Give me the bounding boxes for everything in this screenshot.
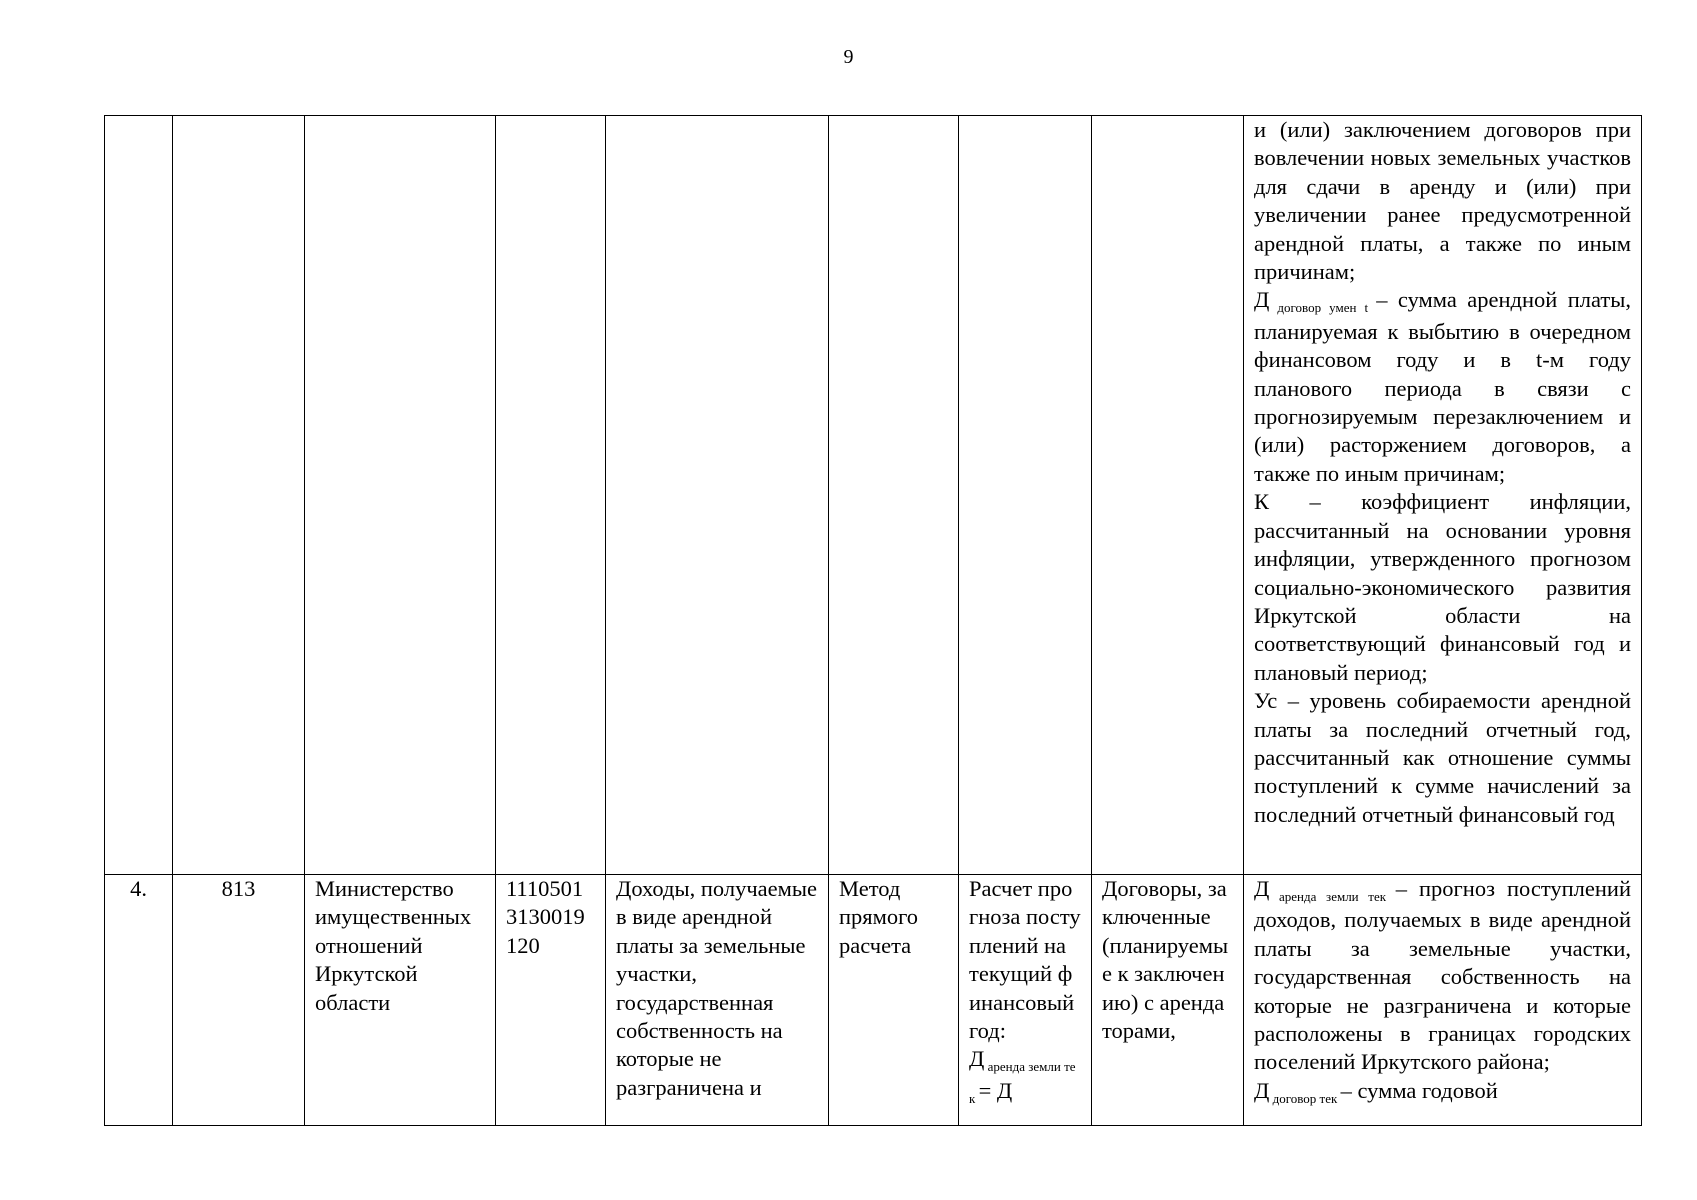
paragraph: Д $_{договор тек}$ – сумма годовой xyxy=(1254,1077,1498,1106)
paragraph: Расчет прогноза поступлений на текущий финансовый год: xyxy=(969,876,1081,1044)
cell-income-name: Доходы, получаемые в виде арендной платы за земельные участки, государственная собственность на которые не разграничена и xyxy=(606,875,829,1126)
cell-empty xyxy=(606,116,829,875)
cell-empty xyxy=(496,116,606,875)
paragraph: Д $_{договор умен t}$ – сумма арендной платы, планируемая к выбытию в очередном финансовом году и в t-м году планового периода в связи с прогнозируемым перезаключением и (или) расторжением договоров, а также по иным причинам; xyxy=(1254,287,1631,486)
cell-empty xyxy=(305,116,496,875)
subscript-text: договор тек xyxy=(1269,1090,1341,1106)
cell-row-number: 4. xyxy=(105,875,173,1126)
income-forecast-table xyxy=(104,115,1642,1126)
cell-administrator: Министерство имущественных отношений Иркутской области xyxy=(305,875,496,1126)
paragraph: Ус – уровень собираемости арендной платы за последний отчетный год, рассчитанный как отношение суммы поступлений к сумме начислений за последний отчетный финансовый год xyxy=(1254,688,1631,827)
cell-admin-code: 813 xyxy=(173,875,305,1126)
subscript-text: аренда земли тек xyxy=(1269,889,1396,904)
cell-kbk-code: 1110501 3130019 120 xyxy=(496,875,606,1126)
cell-description xyxy=(1244,875,1642,1126)
paragraph: и (или) заключением договоров при вовлечении новых земельных участков для сдачи в аренду и (или) при увеличении ранее предусмотренной арендной платы, а также по иным причинам; xyxy=(1254,117,1631,285)
paragraph: К – коэффициент инфляции, рассчитанный на основании уровня инфляции, утвержденного прогнозом социально-экономического развития Иркутской области на соответствующий финансовый год и плановый период; xyxy=(1254,489,1631,685)
paragraph: Д $_{аренда земли тек}$ – прогноз поступлений доходов, получаемых в виде арендной платы за земельные участки, государственная собственность на которые не разграничена и которые расположены в границах городских поселений Иркутского района; xyxy=(1254,876,1632,1075)
cell-formula xyxy=(959,875,1092,1126)
cell-data-source: Договоры, заключенные (планируемые к заключению) с арендаторами, xyxy=(1092,875,1244,1126)
cell-empty xyxy=(1092,116,1244,875)
subscript-text: аренда земли тек xyxy=(969,1059,1076,1106)
subscript-text: договор умен t xyxy=(1269,300,1377,316)
table-row xyxy=(105,875,1642,1126)
cell-empty xyxy=(105,116,173,875)
cell-empty xyxy=(829,116,959,875)
table-row-continuation xyxy=(105,116,1642,875)
paragraph: Д $_{аренда земли тек}$ = Д xyxy=(969,1046,1076,1106)
cell-description-continuation xyxy=(1244,116,1642,875)
cell-empty xyxy=(173,116,305,875)
cell-method: Метод прямого расчета xyxy=(829,875,959,1126)
page-number: 9 xyxy=(843,46,854,68)
cell-empty xyxy=(959,116,1092,875)
